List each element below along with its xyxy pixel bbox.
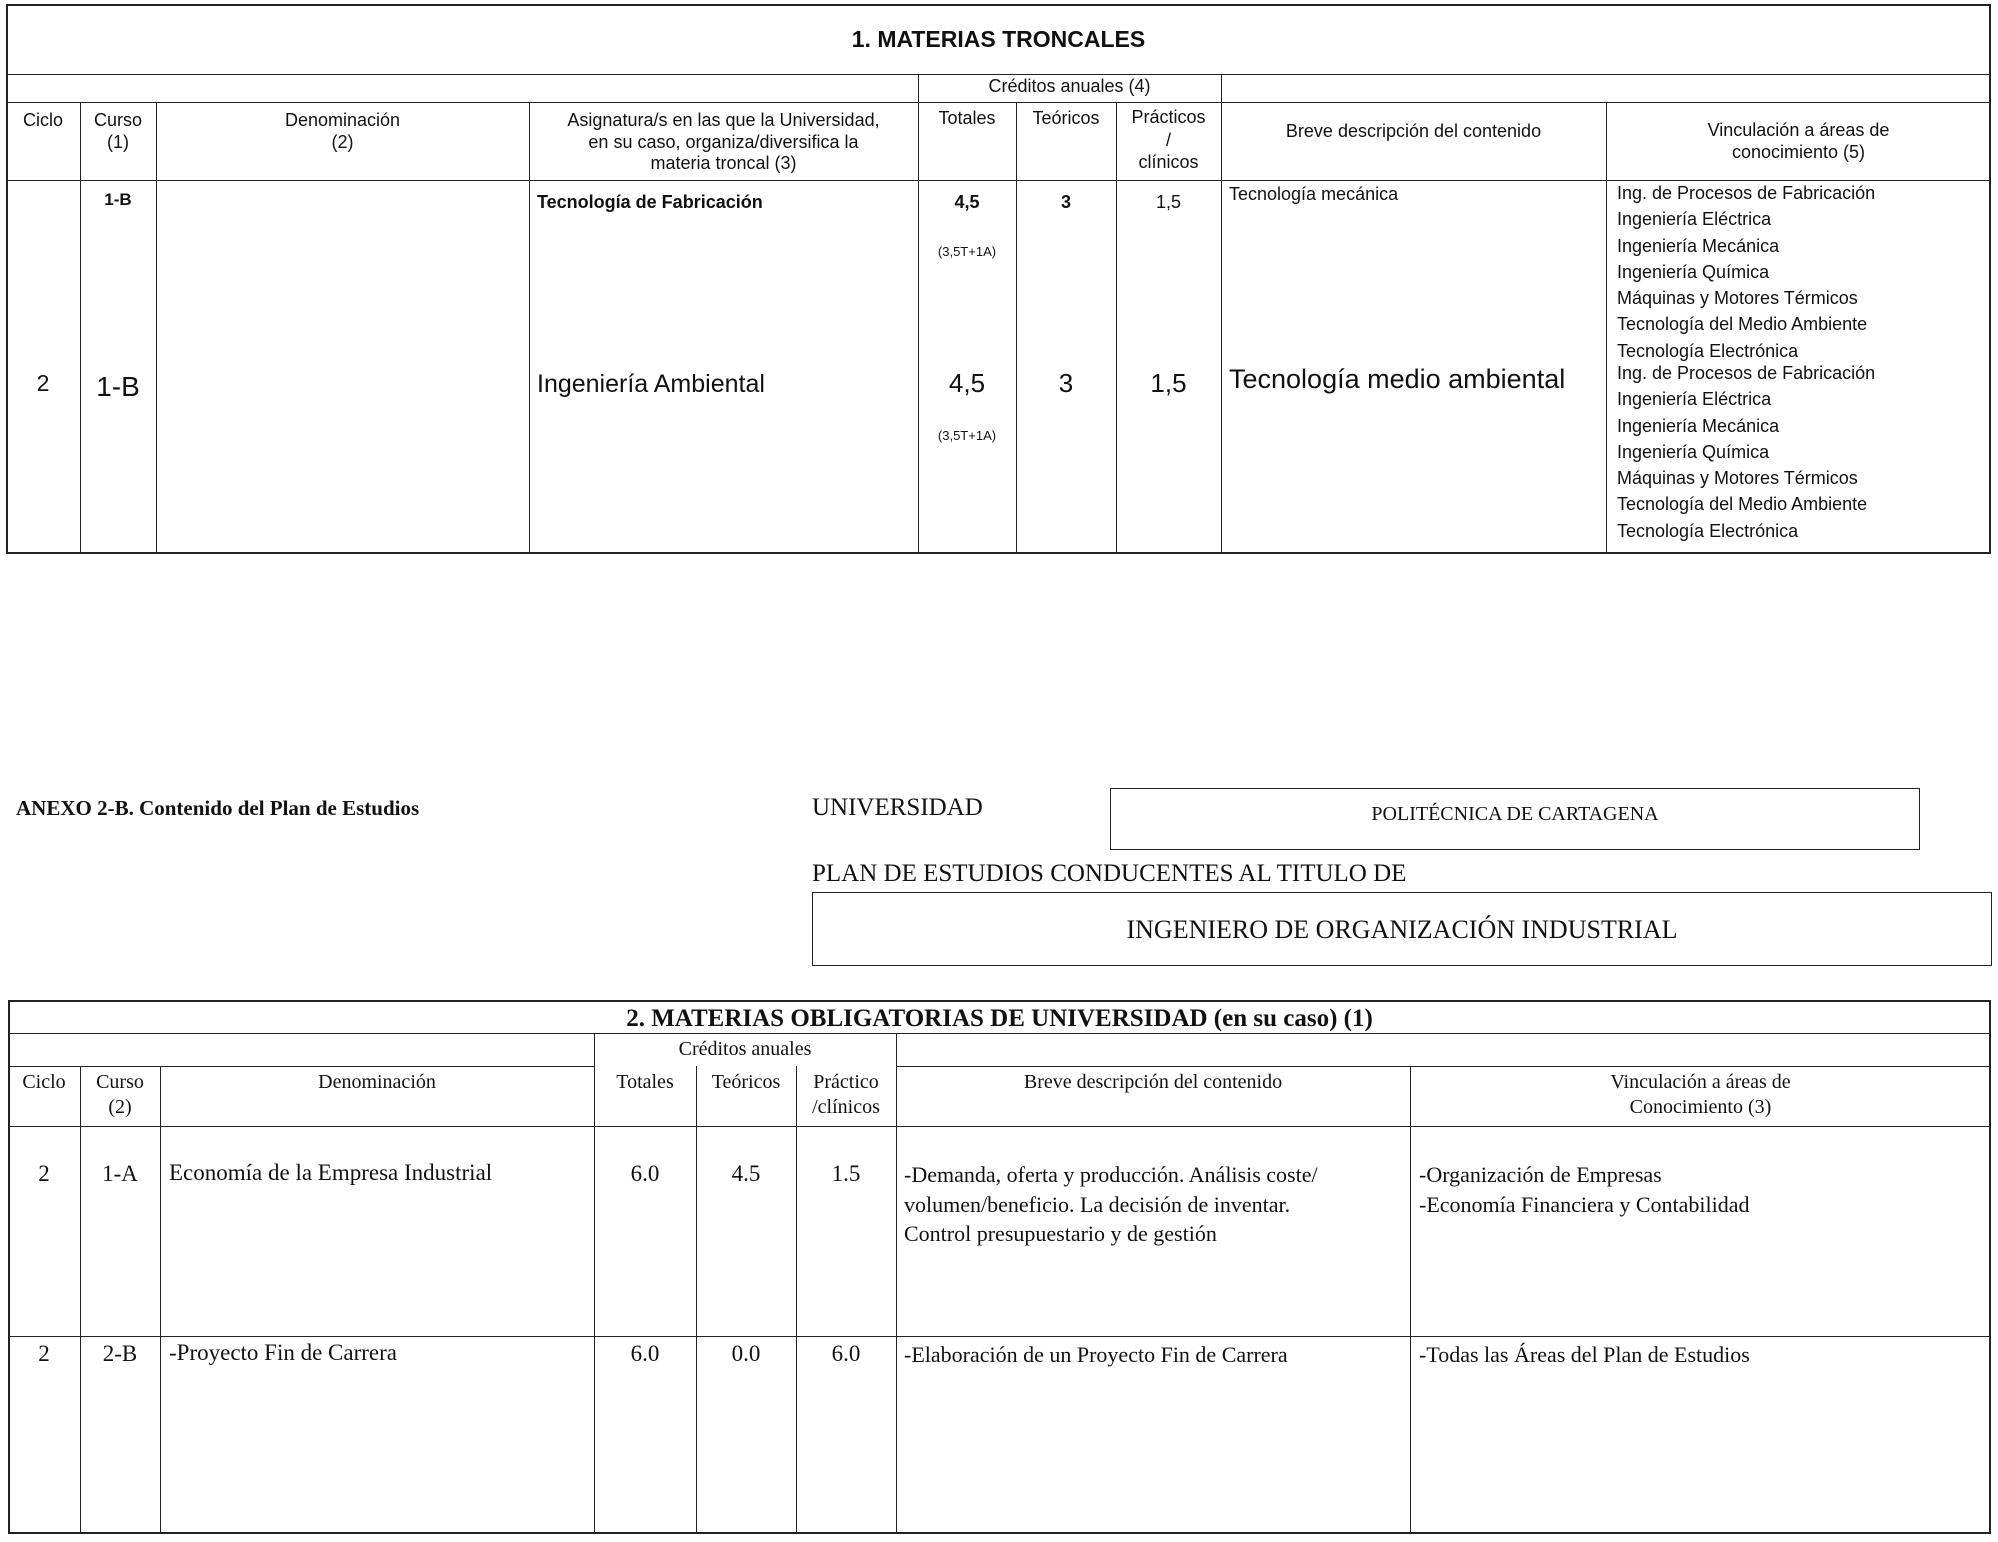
header-asignatura-l2: en su caso, organiza/diversifica la [588,131,859,152]
troncal-row2-totales: 4,5 [948,368,986,398]
header-asignatura-l1: Asignatura/s en las que la Universidad, [567,110,880,130]
ob-row1-denominacion: Economía de la Empresa Industrial [169,1160,493,1185]
ob-row1-areas [1419,1160,1750,1219]
area-item: Ing. de Procesos de Fabricación [1617,363,1876,383]
area-item: Ingeniería Eléctrica [1617,389,1772,410]
area-item: Máquinas y Motores Térmicos [1617,288,1858,309]
ob-row2-descripcion [904,1340,1288,1370]
troncal-row2-asignatura: Ingeniería Ambiental [537,370,765,398]
anexo-title: ANEXO 2-B. Contenido del Plan de Estudios [16,796,420,820]
troncal-row2-ciclo: 2 [36,370,50,396]
area-item: Ingeniería Eléctrica [1617,209,1772,230]
area-item: Ingeniería Mecánica [1617,415,1780,436]
ob-row2-totales: 6.0 [630,1341,660,1366]
area-item: Máquinas y Motores Térmicos [1617,468,1858,489]
area-item: Tecnología del Medio Ambiente [1617,314,1868,335]
ob-header-denominacion: Denominación [318,1071,436,1093]
ob-row2-curso: 2-B [102,1341,138,1366]
ob-header-ciclo: Ciclo [22,1071,66,1093]
ob-row1-practicos: 1.5 [831,1161,861,1186]
ob-header-curso-label: Curso [96,1071,144,1093]
header-teoricos: Teóricos [1032,108,1100,128]
ob-row1-totales: 6.0 [630,1161,660,1186]
troncal-row1-curso: 1-B [104,190,132,209]
ob-row2-denominacion: -Proyecto Fin de Carrera [169,1340,398,1365]
troncal-row1-totales: 4,5 [954,192,980,212]
descripcion-line: -Elaboración de un Proyecto Fin de Carrera [904,1342,1288,1367]
area-item: Tecnología del Medio Ambiente [1617,494,1868,515]
ob-row1-descripcion [904,1160,1318,1249]
header-practicos-l1: Prácticos [1131,107,1206,127]
header-vinculacion-l2: conocimiento (5) [1731,141,1866,162]
header-practicos [1116,106,1221,174]
ob-header-vinculacion-l2: Conocimiento (3) [1629,1096,1772,1118]
troncal-row2-descripcion: Tecnología medio ambiental [1229,364,1566,394]
header-asignatura [529,110,918,175]
ob-header-practico-l2: /clínicos [812,1096,880,1118]
ob-row1-ciclo: 2 [38,1161,50,1186]
area-item: Tecnología Electrónica [1617,340,1799,361]
troncal-row2-totales-note: (3,5T+1A) [937,428,997,443]
troncal-row1-descripcion: Tecnología mecánica [1229,184,1399,204]
header-asignatura-l3: materia troncal (3) [650,153,797,174]
area-item: -Todas las Áreas del Plan de Estudios [1419,1342,1750,1367]
ob-header-totales: Totales [616,1071,674,1093]
descripcion-line: -Demanda, oferta y producción. Análisis coste/ [904,1162,1318,1187]
header-vinculacion-l1: Vinculación a áreas de [1707,120,1890,140]
ob-header-teoricos: Teóricos [711,1071,781,1093]
area-item: -Organización de Empresas [1419,1162,1662,1187]
ob-row1-curso: 1-A [102,1161,138,1186]
header-practicos-l2: / [1165,129,1171,150]
ob-header-curso-note: (2) [108,1096,132,1118]
area-item: Ing. de Procesos de Fabricación [1617,183,1876,203]
ob-header-practico [796,1070,896,1120]
header-curso-label: Curso [93,110,142,130]
troncal-row1-areas [1617,180,1875,364]
obligatorias-title: 2. MATERIAS OBLIGATORIAS DE UNIVERSIDAD (en su caso) (1) [626,1005,1373,1032]
ob-header-practico-l1: Práctico [813,1071,879,1093]
troncal-row1-practicos: 1,5 [1155,192,1182,212]
ob-header-curso [80,1070,160,1120]
troncal-row2-teoricos: 3 [1058,368,1074,398]
ob-row2-practicos: 6.0 [831,1341,861,1366]
universidad-value: POLITÉCNICA DE CARTAGENA [1371,803,1659,825]
area-item: Tecnología Electrónica [1617,520,1799,541]
troncal-row1-asignatura: Tecnología de Fabricación [537,192,763,212]
troncal-row1-teoricos: 3 [1060,192,1071,212]
plan-label: PLAN DE ESTUDIOS CONDUCENTES AL TITULO DE [812,860,1407,887]
ob-row2-areas [1419,1340,1750,1370]
header-descripcion: Breve descripción del contenido [1285,121,1542,141]
header-curso-note: (1) [107,131,129,152]
ob-header-vinculacion-l1: Vinculación a áreas de [1610,1071,1791,1093]
troncal-row2-practicos: 1,5 [1150,368,1187,398]
troncal-row2-areas [1617,360,1875,544]
header-denominacion [156,110,529,153]
area-item: Ingeniería Química [1617,261,1770,282]
header-practicos-l3: clínicos [1138,152,1199,172]
titulo-value: INGENIERO DE ORGANIZACIÓN INDUSTRIAL [1126,915,1678,944]
troncales-title: 1. MATERIAS TRONCALES [851,26,1146,52]
troncal-row1-totales-note: (3,5T+1A) [937,244,997,259]
area-item: Ingeniería Química [1617,441,1770,462]
ob-header-vinculacion [1410,1070,1991,1120]
header-denominacion-label: Denominación [284,110,401,130]
descripcion-line: Control presupuestario y de gestión [904,1221,1217,1246]
area-item: Ingeniería Mecánica [1617,235,1780,256]
header-denominacion-note: (2) [331,131,354,152]
troncales-creditos-header: Créditos anuales (4) [988,76,1151,96]
universidad-label: UNIVERSIDAD [812,794,983,821]
area-item: -Economía Financiera y Contabilidad [1419,1191,1750,1217]
header-totales: Totales [938,108,996,128]
header-ciclo: Ciclo [22,110,63,130]
ob-header-descripcion: Breve descripción del contenido [1023,1071,1283,1093]
descripcion-line: volumen/beneficio. La decisión de inventar. [904,1191,1291,1217]
obligatorias-creditos-header: Créditos anuales [678,1038,812,1060]
header-vinculacion [1606,120,1991,163]
troncal-row2-curso: 1-B [96,371,140,402]
header-curso [80,110,156,153]
ob-row1-teoricos: 4.5 [731,1161,761,1186]
ob-row2-ciclo: 2 [38,1341,50,1366]
ob-row2-teoricos: 0.0 [731,1341,761,1366]
